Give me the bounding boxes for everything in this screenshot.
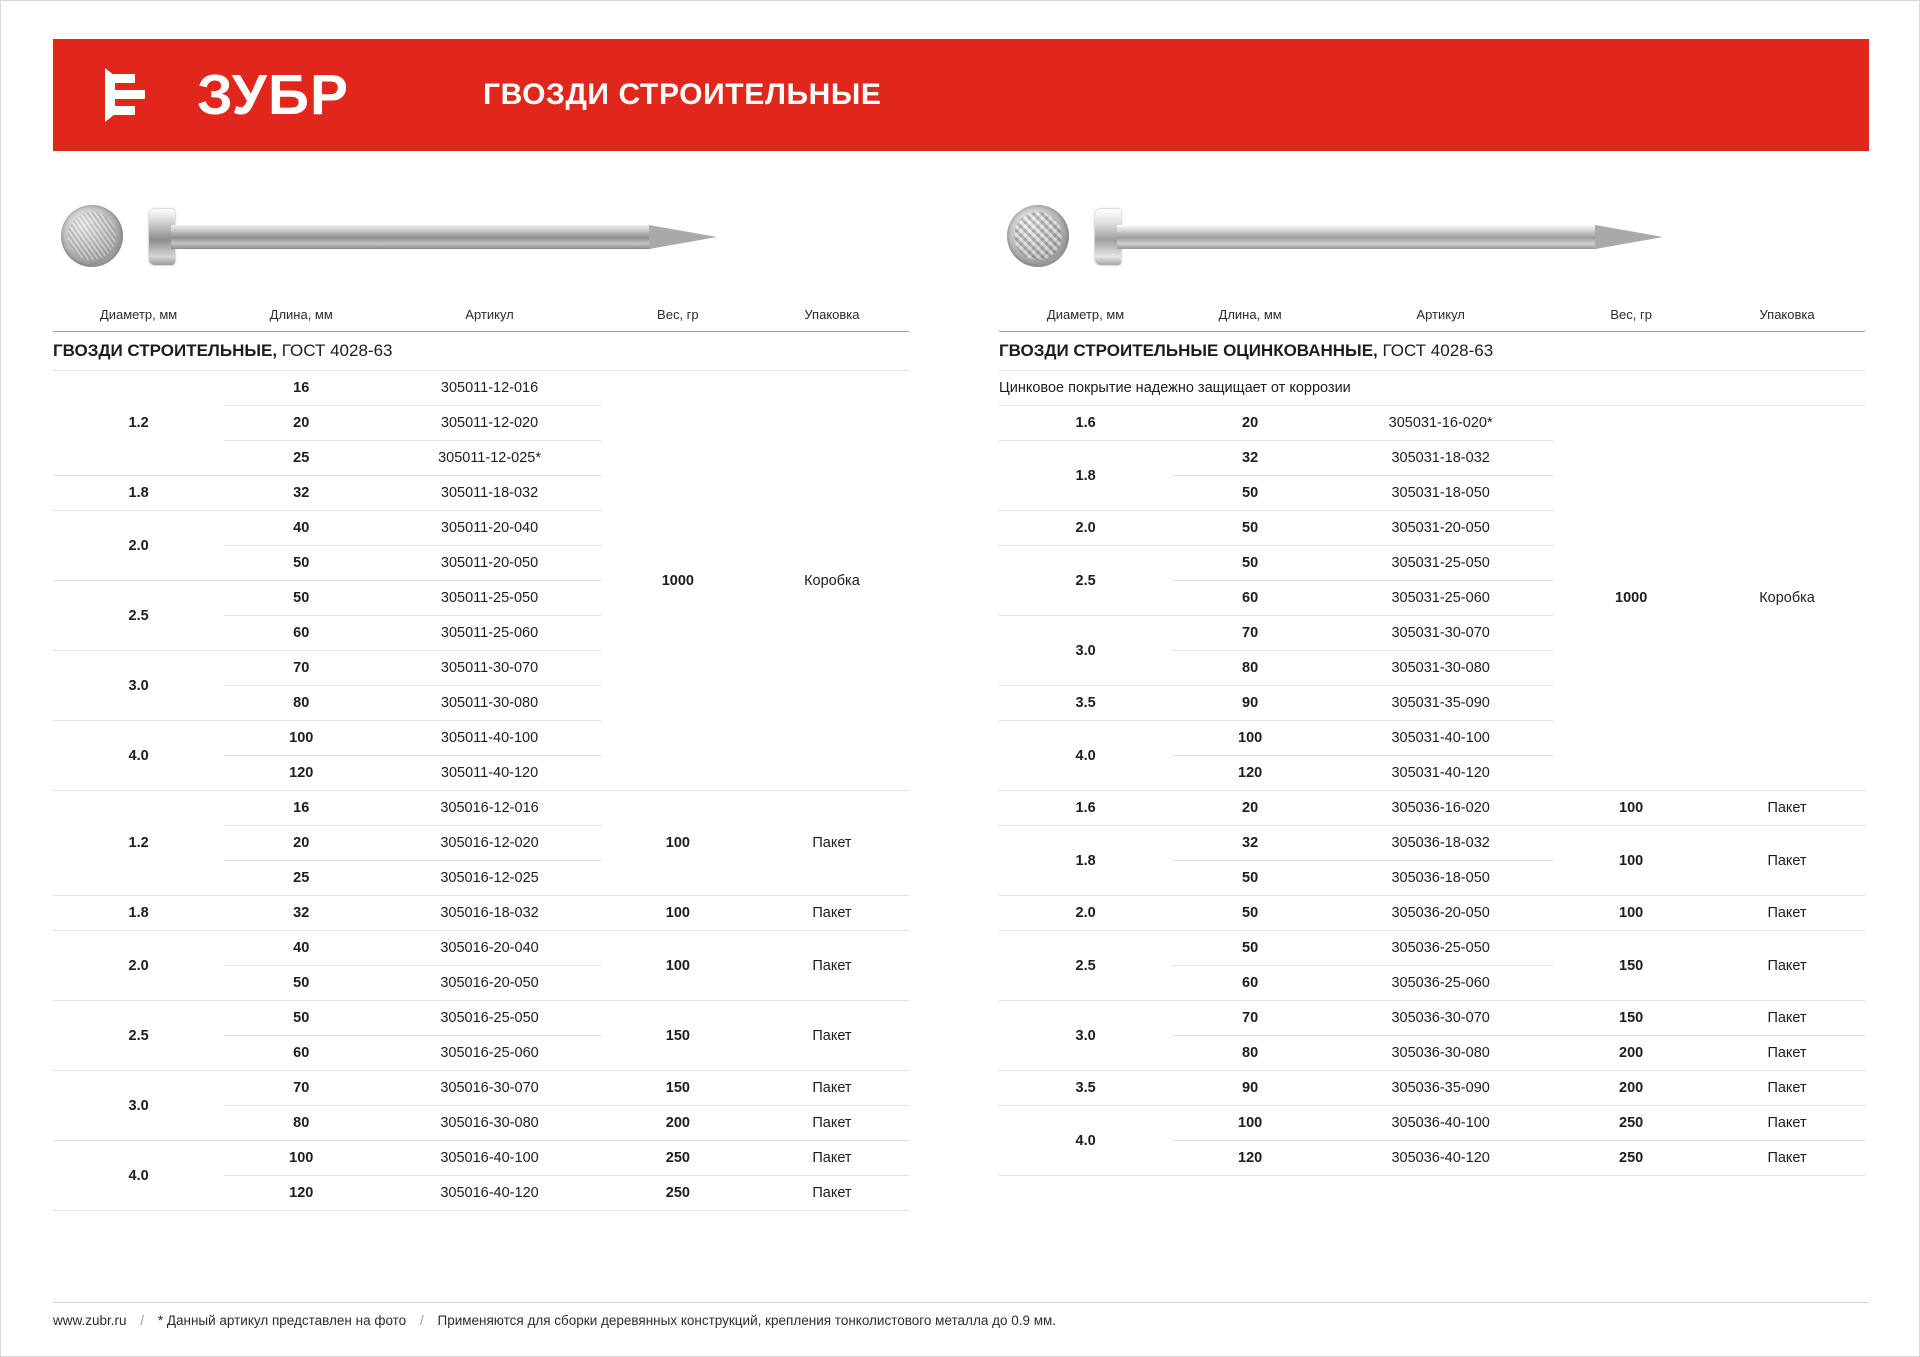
cell-article: 305036-20-050 xyxy=(1328,896,1553,931)
cell-packaging: Пакет xyxy=(1709,1141,1865,1176)
footer-note-usage: Применяются для сборки деревянных конструкций, крепления тонколистового металла до 0.9 мм. xyxy=(437,1313,1057,1328)
cell-article: 305036-25-060 xyxy=(1328,966,1553,1001)
section-title-main: ГВОЗДИ СТРОИТЕЛЬНЫЕ ОЦИНКОВАННЫЕ, xyxy=(999,341,1378,360)
cell-length: 70 xyxy=(1172,616,1328,651)
cell-weight: 100 xyxy=(601,931,755,1001)
table-row xyxy=(999,406,1865,441)
cell-length: 90 xyxy=(1172,686,1328,721)
cell-weight: 200 xyxy=(601,1106,755,1141)
cell-packaging: Пакет xyxy=(1709,1001,1865,1036)
cell-diameter: 1.2 xyxy=(53,371,224,476)
cell-article: 305011-12-025* xyxy=(378,441,601,476)
cell-length: 70 xyxy=(224,651,378,686)
cell-packaging: Пакет xyxy=(755,1071,909,1106)
cell-length: 120 xyxy=(224,1176,378,1211)
cell-diameter: 3.0 xyxy=(53,1071,224,1141)
cell-length: 40 xyxy=(224,511,378,546)
cell-length: 60 xyxy=(224,616,378,651)
cell-article: 305036-35-090 xyxy=(1328,1071,1553,1106)
cell-length: 60 xyxy=(224,1036,378,1071)
cell-length: 90 xyxy=(1172,1071,1328,1106)
cell-diameter: 2.5 xyxy=(999,546,1172,616)
cell-packaging: Пакет xyxy=(1709,931,1865,1001)
col-header-weight: Вес, гр xyxy=(601,303,755,332)
cell-packaging: Пакет xyxy=(755,896,909,931)
cell-diameter: 1.8 xyxy=(999,441,1172,511)
cell-diameter: 3.0 xyxy=(999,616,1172,686)
cell-weight: 150 xyxy=(601,1071,755,1106)
cell-article: 305016-25-050 xyxy=(378,1001,601,1036)
brand-logo xyxy=(53,64,483,126)
cell-article: 305031-40-120 xyxy=(1328,756,1553,791)
cell-length: 25 xyxy=(224,861,378,896)
cell-length: 25 xyxy=(224,441,378,476)
table-row xyxy=(999,931,1865,966)
cell-length: 100 xyxy=(1172,1106,1328,1141)
cell-diameter: 4.0 xyxy=(999,1106,1172,1176)
cell-length: 60 xyxy=(1172,581,1328,616)
page-header xyxy=(53,39,1869,151)
cell-packaging: Коробка xyxy=(1709,406,1865,791)
table-row xyxy=(999,1071,1865,1106)
cell-length: 50 xyxy=(224,581,378,616)
cell-weight: 250 xyxy=(601,1176,755,1211)
cell-length: 50 xyxy=(1172,511,1328,546)
footer-website[interactable]: www.zubr.ru xyxy=(53,1313,127,1328)
cell-packaging: Пакет xyxy=(755,931,909,1001)
cell-article: 305011-30-070 xyxy=(378,651,601,686)
cell-length: 50 xyxy=(224,546,378,581)
cell-length: 50 xyxy=(1172,546,1328,581)
cell-diameter: 4.0 xyxy=(999,721,1172,791)
table-row xyxy=(53,896,909,931)
footer-note-photo: * Данный артикул представлен на фото xyxy=(157,1313,407,1328)
cell-article: 305011-25-060 xyxy=(378,616,601,651)
section-title-gost: ГОСТ 4028-63 xyxy=(1377,341,1494,360)
cell-diameter: 2.0 xyxy=(999,511,1172,546)
cell-packaging: Коробка xyxy=(755,371,909,791)
cell-packaging: Пакет xyxy=(755,791,909,896)
section-title-row xyxy=(53,332,909,371)
nail-illustration-plain xyxy=(149,183,729,283)
cell-length: 40 xyxy=(224,931,378,966)
product-image-galvanized xyxy=(999,183,1865,291)
cell-article: 305031-25-050 xyxy=(1328,546,1553,581)
cell-weight: 1000 xyxy=(601,371,755,791)
cell-weight: 250 xyxy=(601,1141,755,1176)
cell-diameter: 3.5 xyxy=(999,686,1172,721)
cell-diameter: 2.5 xyxy=(999,931,1172,1001)
cell-length: 16 xyxy=(224,791,378,826)
cell-article: 305016-12-020 xyxy=(378,826,601,861)
cell-diameter: 2.0 xyxy=(53,511,224,581)
cell-length: 32 xyxy=(224,896,378,931)
cell-packaging: Пакет xyxy=(1709,896,1865,931)
col-header-diameter: Диаметр, мм xyxy=(999,303,1172,332)
cell-article: 305011-12-016 xyxy=(378,371,601,406)
col-header-article: Артикул xyxy=(1328,303,1553,332)
cell-article: 305011-20-040 xyxy=(378,511,601,546)
cell-length: 120 xyxy=(1172,1141,1328,1176)
table-header-row xyxy=(53,303,909,332)
cell-article: 305016-20-050 xyxy=(378,966,601,1001)
table-row xyxy=(999,791,1865,826)
cell-article: 305011-40-100 xyxy=(378,721,601,756)
column-plain-nails xyxy=(1,183,961,1211)
cell-diameter: 1.8 xyxy=(53,896,224,931)
table-row xyxy=(999,1106,1865,1141)
cell-article: 305036-18-050 xyxy=(1328,861,1553,896)
cell-length: 100 xyxy=(224,721,378,756)
cell-article: 305011-30-080 xyxy=(378,686,601,721)
page-footer xyxy=(53,1302,1869,1328)
table-row xyxy=(53,1141,909,1176)
cell-length: 50 xyxy=(1172,896,1328,931)
cell-length: 50 xyxy=(224,966,378,1001)
cell-length: 32 xyxy=(1172,441,1328,476)
cell-length: 20 xyxy=(224,826,378,861)
cell-article: 305036-16-020 xyxy=(1328,791,1553,826)
spec-table-galvanized xyxy=(999,303,1865,1176)
cell-article: 305036-18-032 xyxy=(1328,826,1553,861)
cell-length: 50 xyxy=(1172,931,1328,966)
cell-article: 305016-40-100 xyxy=(378,1141,601,1176)
cell-length: 20 xyxy=(1172,406,1328,441)
cell-packaging: Пакет xyxy=(755,1106,909,1141)
cell-article: 305011-40-120 xyxy=(378,756,601,791)
cell-diameter: 3.0 xyxy=(53,651,224,721)
table-row xyxy=(53,371,909,406)
cell-article: 305011-25-050 xyxy=(378,581,601,616)
cell-length: 120 xyxy=(224,756,378,791)
section-subnote-row xyxy=(999,371,1865,406)
cell-length: 80 xyxy=(224,686,378,721)
cell-weight: 150 xyxy=(1553,931,1709,1001)
cell-diameter: 2.0 xyxy=(53,931,224,1001)
cell-diameter: 4.0 xyxy=(53,1141,224,1211)
cell-packaging: Пакет xyxy=(755,1001,909,1071)
cell-diameter: 1.6 xyxy=(999,791,1172,826)
cell-diameter: 1.6 xyxy=(999,406,1172,441)
table-header-row xyxy=(999,303,1865,332)
cell-article: 305016-20-040 xyxy=(378,931,601,966)
table-row xyxy=(53,931,909,966)
cell-diameter: 2.5 xyxy=(53,1001,224,1071)
cell-length: 50 xyxy=(1172,476,1328,511)
cell-weight: 150 xyxy=(1553,1001,1709,1036)
cell-article: 305031-18-050 xyxy=(1328,476,1553,511)
cell-article: 305016-18-032 xyxy=(378,896,601,931)
cell-length: 32 xyxy=(1172,826,1328,861)
cell-length: 80 xyxy=(1172,1036,1328,1071)
col-header-packaging: Упаковка xyxy=(755,303,909,332)
footer-separator-1: / xyxy=(140,1313,145,1328)
coin-scale-reference-icon xyxy=(1007,205,1069,267)
cell-article: 305031-40-100 xyxy=(1328,721,1553,756)
cell-packaging: Пакет xyxy=(1709,791,1865,826)
cell-article: 305036-40-100 xyxy=(1328,1106,1553,1141)
cell-diameter: 2.0 xyxy=(999,896,1172,931)
cell-length: 50 xyxy=(224,1001,378,1036)
section-title-row xyxy=(999,332,1865,371)
section-title-main: ГВОЗДИ СТРОИТЕЛЬНЫЕ, xyxy=(53,341,278,360)
cell-diameter: 1.8 xyxy=(999,826,1172,896)
cell-article: 305016-12-016 xyxy=(378,791,601,826)
cell-packaging: Пакет xyxy=(755,1176,909,1211)
cell-article: 305031-16-020* xyxy=(1328,406,1553,441)
cell-diameter: 1.2 xyxy=(53,791,224,896)
table-row xyxy=(999,1001,1865,1036)
cell-article: 305031-20-050 xyxy=(1328,511,1553,546)
cell-length: 70 xyxy=(1172,1001,1328,1036)
cell-length: 80 xyxy=(224,1106,378,1141)
col-header-diameter: Диаметр, мм xyxy=(53,303,224,332)
cell-article: 305016-30-080 xyxy=(378,1106,601,1141)
cell-article: 305031-25-060 xyxy=(1328,581,1553,616)
cell-article: 305036-40-120 xyxy=(1328,1141,1553,1176)
section-subnote: Цинковое покрытие надежно защищает от коррозии xyxy=(999,371,1865,406)
cell-length: 50 xyxy=(1172,861,1328,896)
cell-length: 60 xyxy=(1172,966,1328,1001)
cell-packaging: Пакет xyxy=(755,1141,909,1176)
brand-name: ЗУБР xyxy=(197,62,349,127)
cell-packaging: Пакет xyxy=(1709,1106,1865,1141)
cell-weight: 1000 xyxy=(1553,406,1709,791)
cell-article: 305036-30-080 xyxy=(1328,1036,1553,1071)
table-row xyxy=(53,1071,909,1106)
cell-length: 80 xyxy=(1172,651,1328,686)
spec-table-plain xyxy=(53,303,909,1211)
table-row xyxy=(999,896,1865,931)
col-header-weight: Вес, гр xyxy=(1553,303,1709,332)
table-row xyxy=(999,826,1865,861)
cell-article: 305011-18-032 xyxy=(378,476,601,511)
coin-scale-reference-icon xyxy=(61,205,123,267)
cell-weight: 200 xyxy=(1553,1036,1709,1071)
cell-article: 305031-30-070 xyxy=(1328,616,1553,651)
cell-article: 305031-18-032 xyxy=(1328,441,1553,476)
content-columns xyxy=(1,183,1920,1211)
section-title-galvanized xyxy=(999,332,1865,371)
column-galvanized-nails xyxy=(961,183,1920,1211)
cell-diameter: 1.8 xyxy=(53,476,224,511)
cell-article: 305036-30-070 xyxy=(1328,1001,1553,1036)
cell-article: 305016-40-120 xyxy=(378,1176,601,1211)
page-title: ГВОЗДИ СТРОИТЕЛЬНЫЕ xyxy=(483,78,882,111)
section-title-gost: ГОСТ 4028-63 xyxy=(277,341,393,360)
cell-article: 305016-30-070 xyxy=(378,1071,601,1106)
cell-weight: 100 xyxy=(601,791,755,896)
cell-weight: 250 xyxy=(1553,1141,1709,1176)
cell-article: 305031-30-080 xyxy=(1328,651,1553,686)
cell-article: 305016-12-025 xyxy=(378,861,601,896)
cell-diameter: 3.0 xyxy=(999,1001,1172,1071)
cell-length: 100 xyxy=(1172,721,1328,756)
cell-weight: 100 xyxy=(601,896,755,931)
table-row xyxy=(53,791,909,826)
cell-packaging: Пакет xyxy=(1709,826,1865,896)
cell-length: 120 xyxy=(1172,756,1328,791)
section-title-plain xyxy=(53,332,909,371)
cell-article: 305031-35-090 xyxy=(1328,686,1553,721)
cell-weight: 200 xyxy=(1553,1071,1709,1106)
cell-length: 70 xyxy=(224,1071,378,1106)
nail-illustration-galvanized xyxy=(1095,183,1675,283)
col-header-packaging: Упаковка xyxy=(1709,303,1865,332)
cell-diameter: 3.5 xyxy=(999,1071,1172,1106)
col-header-article: Артикул xyxy=(378,303,601,332)
cell-packaging: Пакет xyxy=(1709,1071,1865,1106)
cell-article: 305036-25-050 xyxy=(1328,931,1553,966)
zubr-arrow-icon xyxy=(105,64,179,126)
table-row xyxy=(53,1001,909,1036)
cell-diameter: 2.5 xyxy=(53,581,224,651)
cell-article: 305011-20-050 xyxy=(378,546,601,581)
cell-article: 305016-25-060 xyxy=(378,1036,601,1071)
cell-length: 32 xyxy=(224,476,378,511)
cell-weight: 100 xyxy=(1553,791,1709,826)
col-header-length: Длина, мм xyxy=(1172,303,1328,332)
cell-length: 20 xyxy=(1172,791,1328,826)
cell-length: 16 xyxy=(224,371,378,406)
footer-separator-2: / xyxy=(419,1313,424,1328)
cell-weight: 100 xyxy=(1553,896,1709,931)
product-image-plain xyxy=(53,183,909,291)
cell-diameter: 4.0 xyxy=(53,721,224,791)
cell-weight: 150 xyxy=(601,1001,755,1071)
cell-weight: 100 xyxy=(1553,826,1709,896)
cell-weight: 250 xyxy=(1553,1106,1709,1141)
cell-packaging: Пакет xyxy=(1709,1036,1865,1071)
cell-length: 100 xyxy=(224,1141,378,1176)
col-header-length: Длина, мм xyxy=(224,303,378,332)
cell-length: 20 xyxy=(224,406,378,441)
cell-article: 305011-12-020 xyxy=(378,406,601,441)
